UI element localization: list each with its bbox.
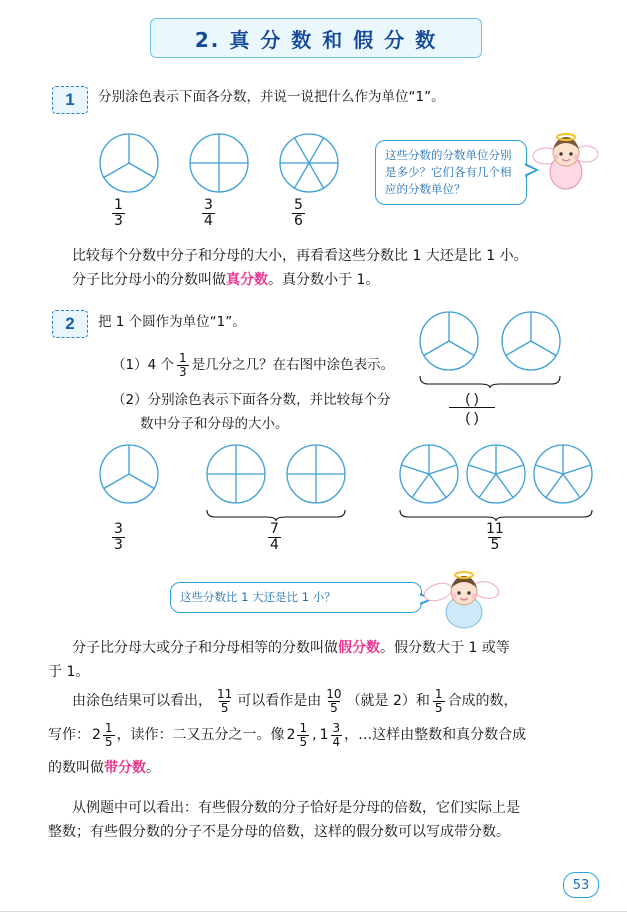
fraction-denominator: 4: [270, 536, 279, 553]
answer-numerator[interactable]: ( ): [465, 390, 479, 406]
paragraph-4-line: [48, 756, 568, 780]
fraction-numerator: 7: [270, 521, 279, 537]
mixed-whole: 2: [286, 727, 296, 744]
fraction-10-5-inline: [324, 688, 343, 714]
p2-text-a: 由涂色结果可以看出，: [72, 693, 212, 710]
fraction-1-5-inline: [433, 688, 445, 714]
paragraph-2-line-1: [72, 688, 612, 714]
paragraph-3-line: [48, 722, 608, 748]
exercise-2-badge: [52, 310, 88, 338]
answer-denominator[interactable]: ( ): [465, 409, 479, 425]
conclusion-text-b: 。真分数小于 1。: [268, 272, 380, 288]
mixed-number-2-1-5-b: [287, 722, 310, 748]
exercise-1-badge-text: 1: [65, 90, 75, 109]
fraction-denominator: 5: [299, 734, 308, 749]
fraction-numerator: 5: [294, 197, 303, 213]
circle-thirds: [98, 132, 160, 199]
page-title: [150, 18, 482, 58]
exercise-1-prompt: 分别涂色表示下面各分数，并说一说把什么作为单位“1”。: [98, 89, 445, 105]
keyword-improper-fraction: 假分数: [338, 640, 380, 656]
fraction-3-4: [202, 198, 215, 228]
circle-sixths: [278, 132, 340, 199]
conclusion-text-a: 分子比分母小的分数叫做: [72, 272, 226, 288]
mixed-whole: 1: [319, 727, 329, 744]
fraction-denominator: 4: [204, 212, 213, 229]
p3-comma: ,: [312, 727, 317, 744]
circle-11-5-c: [532, 443, 594, 510]
speech-bubble-1-text: 这些分数的分数单位分别是多少？它们各有几个相应的分数单位？: [385, 148, 512, 196]
p2-text-c: （就是 2）和: [346, 693, 430, 710]
fraction-denominator: 6: [294, 212, 303, 229]
fraction-numerator: 3: [332, 721, 341, 735]
exercise-2-prompt: 把 1 个圆作为单位“1”。: [98, 314, 246, 330]
item-1-text-pre: （1）4 个: [112, 357, 174, 374]
p3-text-c: ，…这样由整数和真分数合成: [344, 727, 527, 744]
mixed-number-2-1-5-a: [92, 722, 115, 748]
circle-11-5-b: [465, 443, 527, 510]
fraction-denominator: 5: [330, 700, 338, 715]
fraction-11-5: [484, 522, 506, 552]
circle-7-4-b: [285, 443, 347, 510]
speech-bubble-2-text: 这些分数比 1 大还是比 1 小？: [180, 590, 336, 604]
fraction-numerator: 1: [104, 721, 113, 735]
p3-text-a: 写作：: [48, 727, 90, 744]
fraction-numerator: 3: [114, 521, 123, 537]
exercise-1-conclusion-line1: 比较每个分数中分子和分母的大小，再看看这些分数比 1 大还是比 1 小。: [72, 248, 528, 264]
fraction-5-6: [292, 198, 305, 228]
circle-7-4-a: [205, 443, 267, 510]
fraction-numerator: 1: [434, 687, 443, 701]
fraction-denominator: 4: [332, 734, 341, 749]
answer-fraction-blank[interactable]: [445, 390, 499, 425]
fraction-denominator: 5: [434, 700, 443, 715]
circle-quarters: [188, 132, 250, 199]
keyword-mixed-number: 带分数: [104, 760, 146, 776]
angel-character-2: [420, 568, 506, 639]
circle-thirds-answer-b: [500, 310, 562, 377]
fraction-7-4: [268, 522, 281, 552]
exercise-2-badge-text: 2: [65, 314, 75, 333]
p4-text-a: 的数叫做: [48, 760, 104, 776]
speech-bubble-1: [375, 140, 527, 205]
paragraph-1-line-2: 于 1。: [48, 664, 90, 680]
exercise-2-item-2-line2: 数中分子和分母的大小。: [140, 416, 289, 432]
mixed-whole: 2: [92, 727, 101, 744]
page-number-text: 53: [572, 877, 590, 893]
p4-text-b: 。: [146, 760, 160, 776]
exercise-2-item-1: [112, 352, 442, 378]
fraction-numerator: 1: [299, 721, 308, 735]
circle-11-5-a: [398, 443, 460, 510]
fraction-numerator: 3: [204, 197, 213, 213]
paragraph-1-line-1: [72, 636, 592, 660]
item-1-fraction: [177, 352, 189, 378]
paragraph-5-line-2: 整数；有些假分数的分子不是分母的倍数，这样的假分数可以写成带分数。: [48, 824, 510, 840]
circle-thirds-answer-a: [418, 310, 480, 377]
fraction-numerator: 10: [326, 687, 342, 701]
fraction-numerator: 1: [114, 197, 123, 213]
p3-text-b: ，读作：二又五分之一。像: [116, 727, 285, 744]
fraction-numerator: 1: [178, 351, 187, 365]
exercise-2-item-2-line1: （2）分别涂色表示下面各分数，并比较每个分: [112, 392, 391, 408]
paragraph-5-line-1: 从例题中可以看出：有些假分数的分子恰好是分母的倍数，它们实际上是: [72, 800, 520, 816]
p1-text-a: 分子比分母大或分子和分母相等的分数叫做: [72, 640, 338, 656]
fraction-denominator: 3: [114, 536, 123, 553]
p2-text-d: 合成的数，: [447, 693, 518, 710]
fraction-denominator: 5: [490, 536, 500, 553]
fraction-1-3: [112, 198, 125, 228]
fraction-3-3: [112, 522, 125, 552]
fraction-11-5-inline: [215, 688, 234, 714]
footer-divider: [0, 911, 627, 912]
angel-character-1: [530, 128, 602, 205]
answer-fraction-bar: [449, 407, 495, 408]
exercise-1-conclusion-line2: [72, 268, 592, 292]
fraction-numerator: 11: [217, 687, 233, 701]
p1-text-b: 。假分数大于 1 或等: [380, 640, 510, 656]
mixed-number-1-3-4: [320, 722, 343, 748]
speech-bubble-2: [170, 582, 422, 613]
page-title-text: 2. 真 分 数 和 假 分 数: [194, 27, 438, 52]
fraction-denominator: 3: [178, 364, 187, 379]
item-1-text-post: 是几分之几？在右图中涂色表示。: [191, 357, 395, 374]
keyword-proper-fraction: 真分数: [226, 272, 268, 288]
fraction-denominator: 5: [104, 734, 113, 749]
fraction-denominator: 5: [220, 700, 229, 715]
exercise-1-badge: [52, 86, 88, 114]
circle-3-3: [98, 443, 160, 510]
fraction-numerator: 11: [486, 521, 504, 537]
fraction-denominator: 3: [114, 212, 123, 229]
page-number: [563, 872, 599, 898]
p2-text-b: 可以看作是由: [237, 693, 322, 710]
